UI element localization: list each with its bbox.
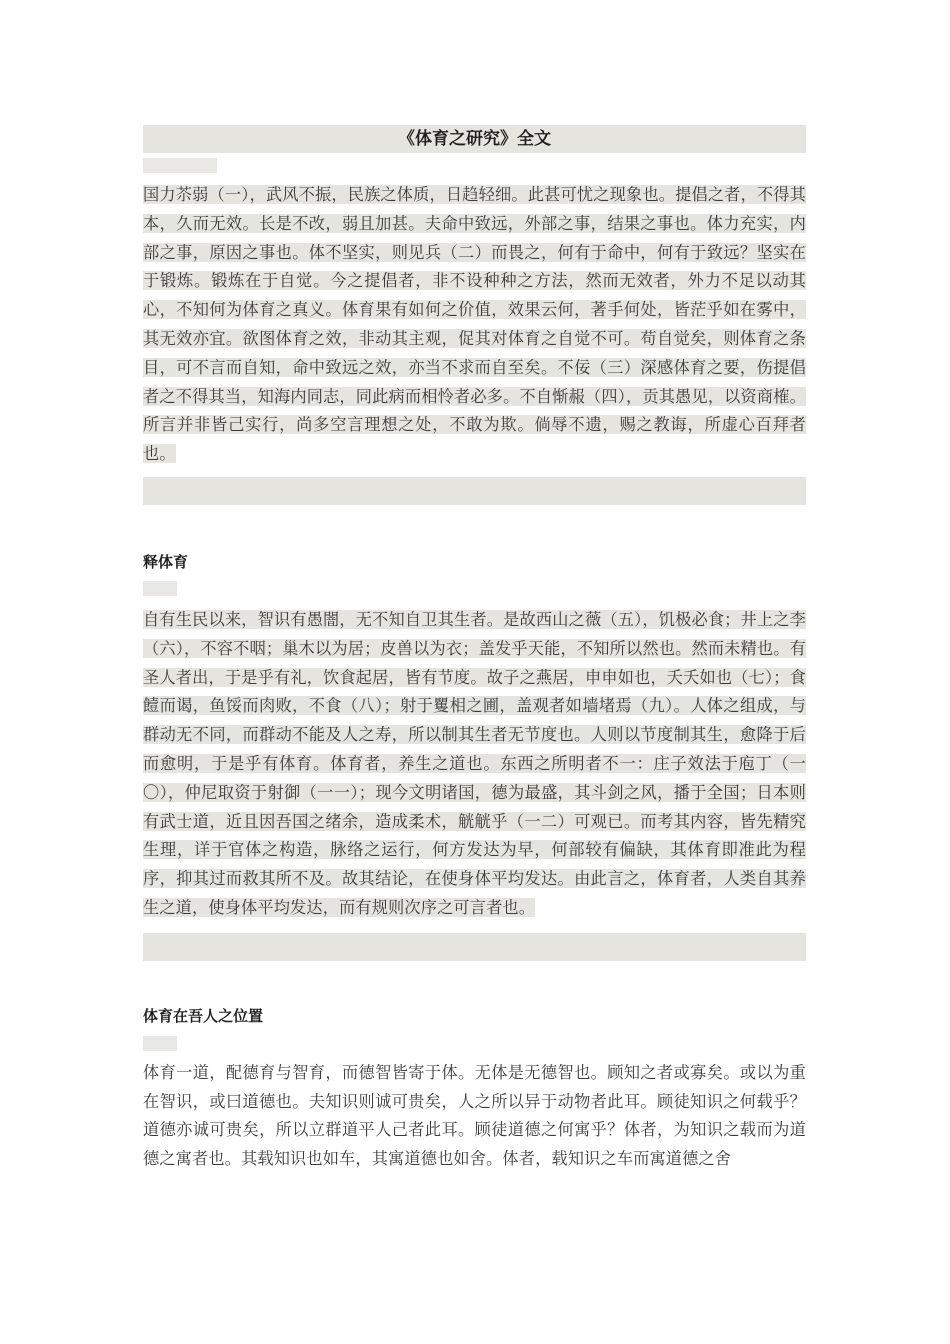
- section1-paragraph: [143, 606, 806, 923]
- document-page: [143, 125, 806, 1174]
- section-heading-shi-tiyu: 释体育: [143, 552, 189, 571]
- title-underline-block: [143, 158, 217, 173]
- section2-text: 体育一道，配德育与智育，而德智皆寄于体。无体是无德智也。顾知之者或寡矣。或以为重在智识，或曰道德也。夫知识则诚可贵矣，人之所以异于动物者此耳。顾徒知识之何载乎？道德亦诚可贵矣，所以立群道平人己者此耳。顾徒道德之何寓乎？体者，为知识之载而为道德之寓者也。其载知识也如车，其寓道德也如舍。体者，载知识之车而寓道德之舍: [143, 1062, 806, 1169]
- document-title: 《体育之研究》全文: [143, 125, 806, 153]
- section2-paragraph: [143, 1059, 806, 1174]
- section-separator: [143, 477, 806, 505]
- section-heading-tiyu-weizhi: 体育在吾人之位置: [143, 1006, 264, 1025]
- section1-text: 自有生民以来，智识有愚闇，无不知自卫其生者。是故西山之薇（五），饥极必食；井上之李（六），不容不咽；巢木以为居；皮兽以为衣；盖发乎天能，不知所以然也。然而未精也。有圣人者出，于是乎有礼，饮食起居，皆有节度。故子之燕居，申申如也，夭夭如也（七）；食饐而谒，鱼馁而肉败，不食（八）；射于矍相之圃，盖观者如墙堵焉（九）。人体之组成，与群动无不同，而群动不能及人之寿，所以制其生者无节度也。人则以节度制其生，愈降于后而愈明，于是乎有体育。体育者，养生之道也。东西之所明者不一：庄子效法于庖丁（一〇），仲尼取资于射御（一一）；现今文明诸国，德为最盛，其斗剑之风，播于全国；日本则有武士道，近且因吾国之绪余，造成柔术，觥觥乎（一二）可观已。而考其内容，皆先精究生理，详于官体之构造，脉络之运行，何方发达为早，何部较有偏缺，其体育即准此为程序，抑其过而救其所不及。故其结论，在使身体平均发达。由此言之，体育者，人类自其养生之道，使身体平均发达，而有规则次序之可言者也。: [143, 609, 806, 917]
- intro-text: 国力苶弱（一），武风不振，民族之体质，日趋轻细。此甚可忧之现象也。提倡之者，不得其本，久而无效。长是不改，弱且加甚。夫命中致远，外部之事，结果之事也。体力充实，内部之事，原因之事也。体不坚实，则见兵（二）而畏之，何有于命中，何有于致远？坚实在于锻炼。锻炼在于自觉。今之提倡者，非不设种种之方法，然而无效者，外力不足以动其心，不知何为体育之真义。体育果有如何之价值，效果云何，著手何处，皆茫乎如在雾中，其无效亦宜。欲图体育之效，非动其主观，促其对体育之自觉不可。苟自觉矣，则体育之条目，可不言而自知，命中致远之效，亦当不求而自至矣。不佞（三）深感体育之要，伤提倡者之不得其当，知海内同志，同此病而相怜者必多。不自惭赧（四），贡其愚见，以资商榷。所言并非皆己实行，尚多空言理想之处，不敢为欺。倘辱不遗，赐之教诲，所虚心百拜者也。: [143, 185, 806, 464]
- section-separator: [143, 933, 806, 961]
- heading-underline-block: [143, 1036, 177, 1051]
- heading-underline-block: [143, 581, 177, 596]
- intro-paragraph: [143, 181, 806, 469]
